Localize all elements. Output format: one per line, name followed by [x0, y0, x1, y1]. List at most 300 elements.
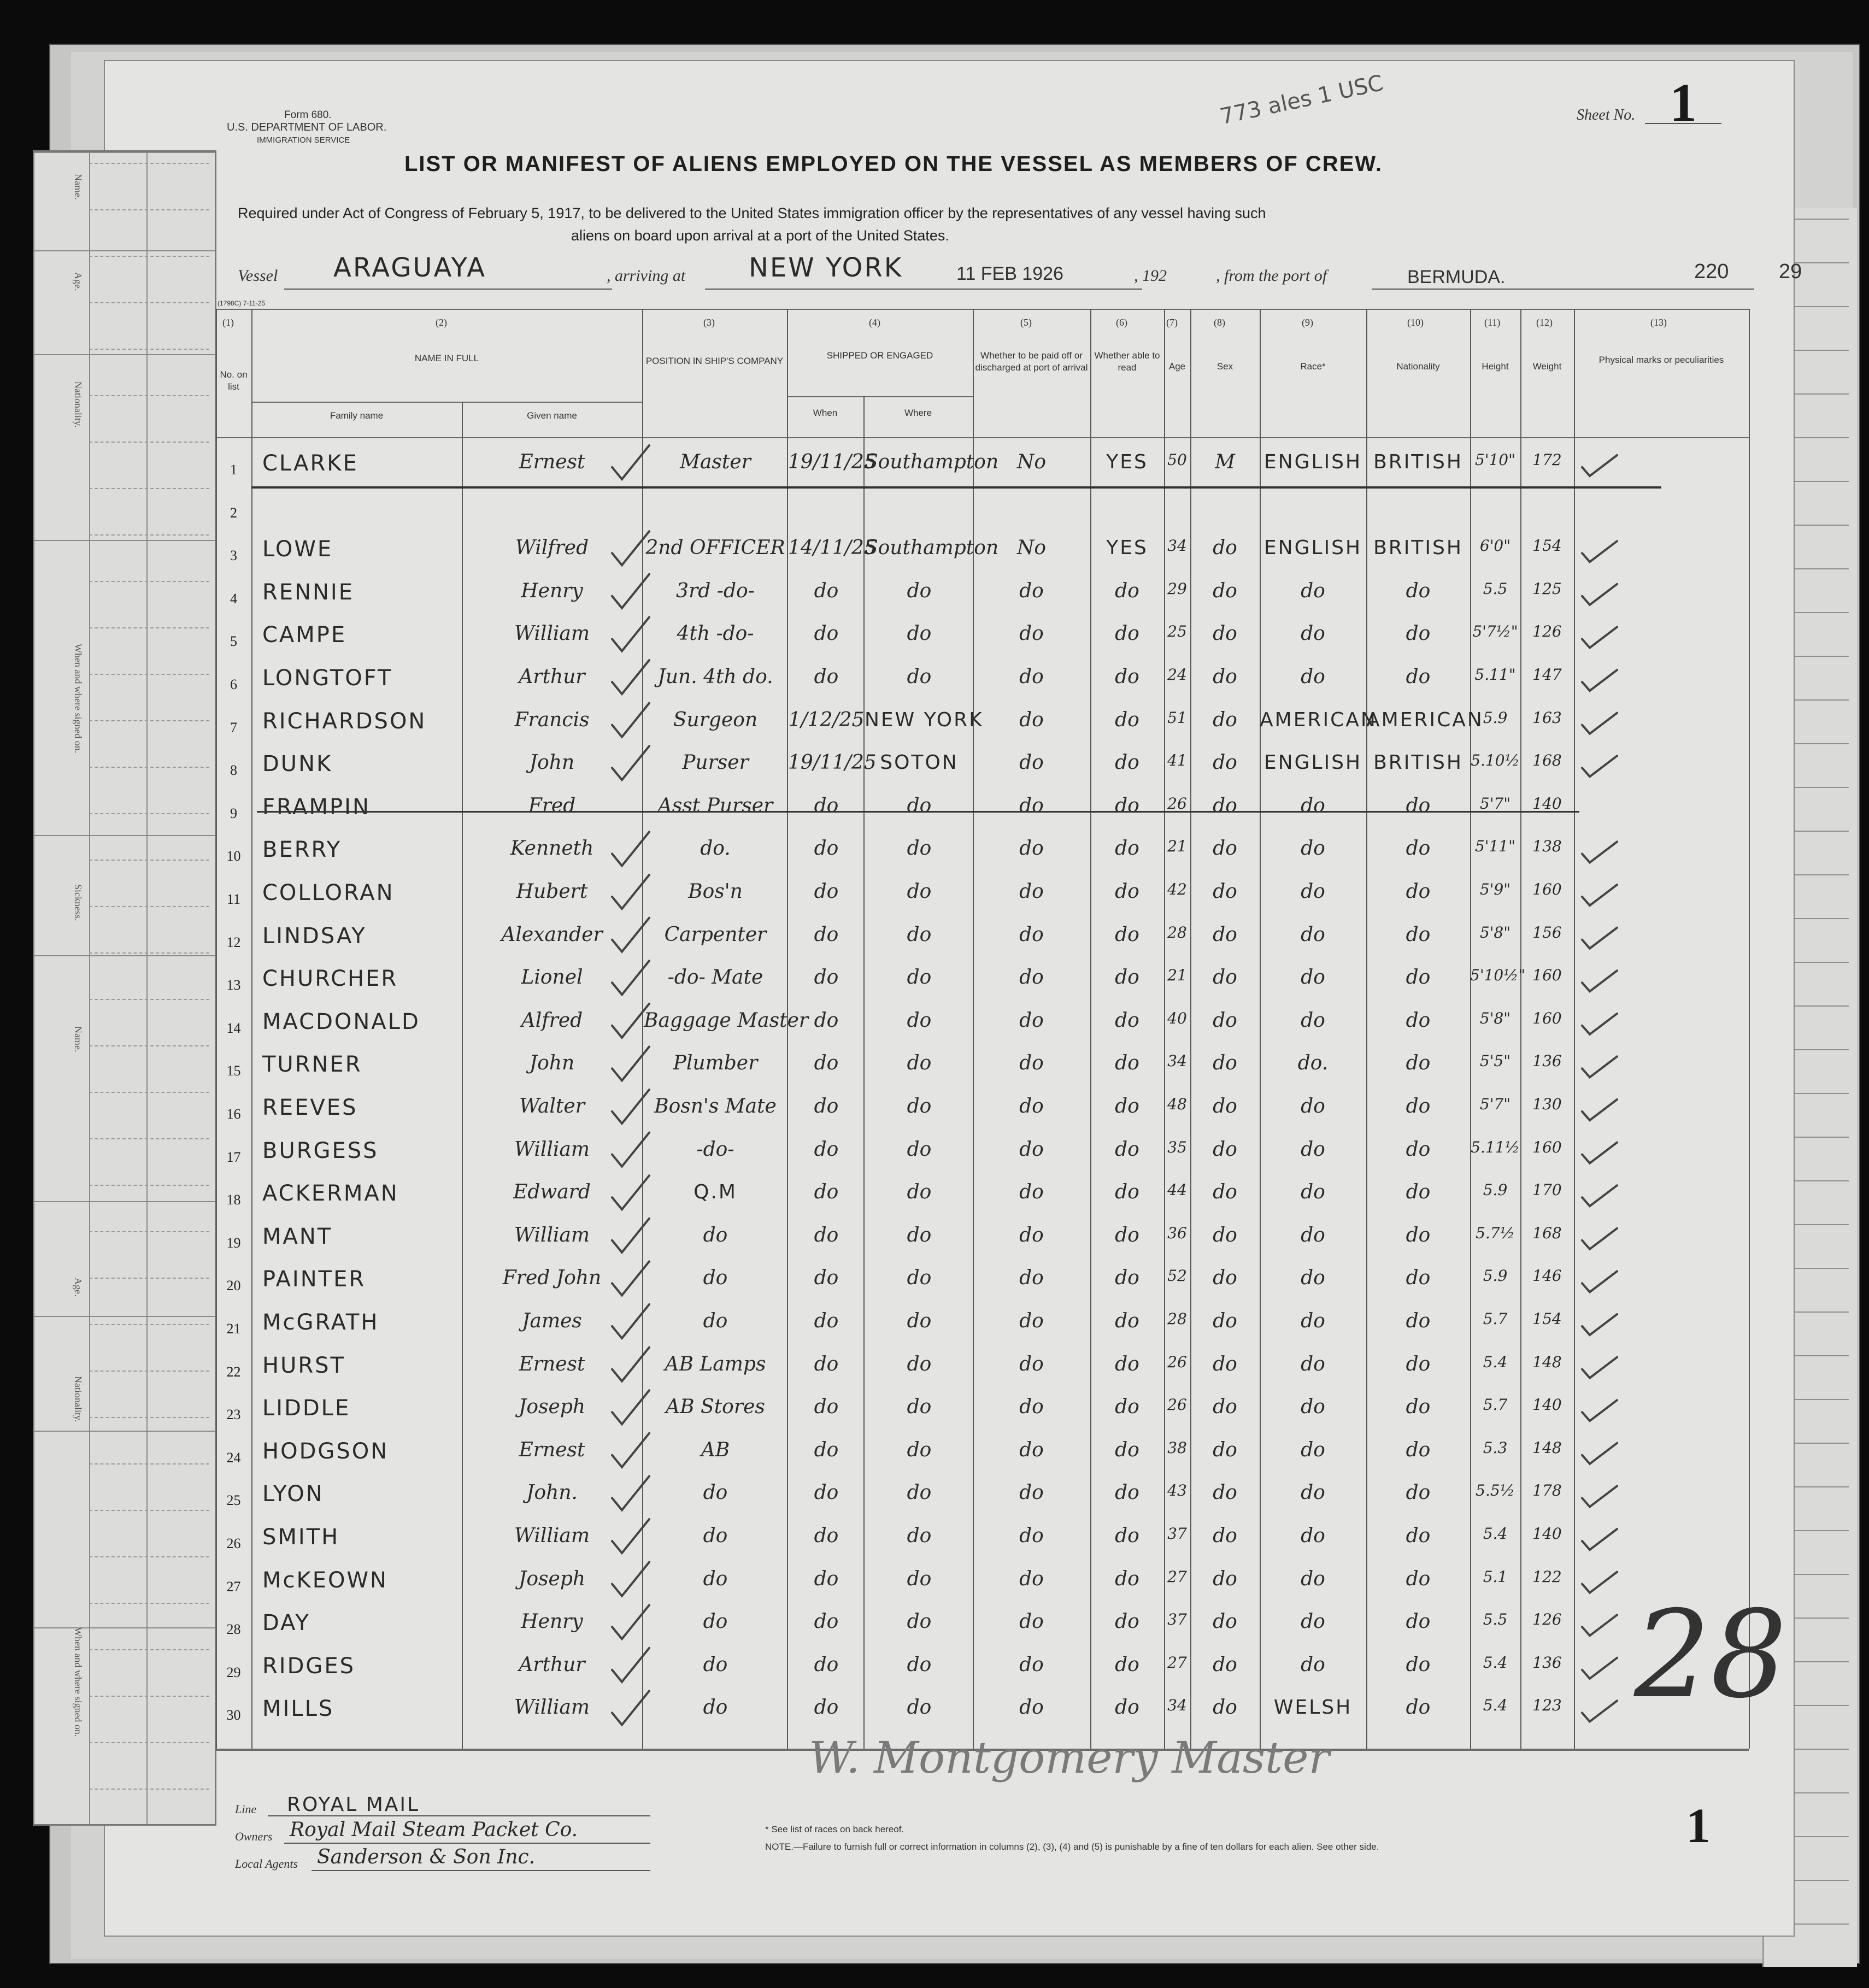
cell-no: 13: [226, 977, 241, 993]
cell-where: do: [907, 1095, 932, 1117]
cell-given: Edward: [513, 1181, 591, 1204]
cell-weight: 168: [1532, 751, 1562, 770]
side-strip-label: Name.: [73, 174, 84, 200]
cell-nationality: do: [1406, 837, 1431, 860]
cell-where: do: [907, 923, 932, 946]
check-mark: [1582, 1529, 1617, 1550]
cell-age: 21: [1167, 837, 1187, 856]
cell-nationality: AMERICAN: [1366, 708, 1484, 731]
cell-no: 9: [230, 805, 237, 821]
column-number: (4): [869, 317, 880, 328]
cell-race: do: [1301, 1009, 1325, 1032]
cell-given: William: [514, 1696, 590, 1719]
cell-read: do: [1115, 1438, 1139, 1461]
cell-where: do: [907, 1653, 932, 1676]
check-mark: [612, 1004, 649, 1038]
cell-height: 5'5": [1479, 1052, 1511, 1071]
cell-position: Baggage Master: [644, 1009, 809, 1032]
cell-read: do: [1115, 1525, 1139, 1547]
cell-race: do: [1301, 1396, 1325, 1419]
cell-paid: do: [1019, 1481, 1044, 1504]
cell-position: Q.M: [693, 1181, 737, 1204]
column-header: Height: [1482, 361, 1509, 372]
cell-no: 14: [226, 1020, 241, 1036]
cell-given: Alexander: [501, 923, 603, 946]
cell-sex: do: [1213, 1181, 1237, 1204]
cell-weight: 138: [1532, 837, 1562, 856]
cell-position: do: [703, 1481, 728, 1504]
cell-sex: do: [1213, 923, 1237, 946]
cell-weight: 122: [1532, 1567, 1562, 1586]
cell-age: 26: [1167, 1396, 1187, 1414]
cell-read: do: [1115, 966, 1139, 989]
arriving-label: , arriving at: [607, 267, 686, 285]
check-mark: [612, 703, 649, 737]
cell-height: 5.9: [1483, 708, 1508, 727]
cell-family: LOWE: [262, 537, 333, 562]
cell-paid: do: [1019, 966, 1044, 989]
cell-weight: 178: [1532, 1481, 1562, 1500]
check-mark: [612, 445, 649, 479]
cell-given: Wilfred: [515, 537, 589, 560]
cell-race: do: [1301, 579, 1325, 602]
cell-family: LONGTOFT: [262, 666, 393, 691]
cell-family: DAY: [262, 1610, 310, 1636]
cell-family: BERRY: [262, 837, 342, 863]
cell-race: ENGLISH: [1263, 751, 1362, 774]
cell-sex: do: [1213, 579, 1237, 602]
cell-family: McGRATH: [262, 1310, 379, 1335]
check-mark: [1582, 1357, 1617, 1378]
cell-sex: do: [1213, 1095, 1237, 1117]
check-mark: [612, 1090, 649, 1124]
cell-position: do: [703, 1525, 728, 1547]
print-code: (1798C) 7-11-25: [218, 299, 266, 307]
check-mark: [612, 1691, 649, 1725]
cell-position: AB Stores: [666, 1396, 765, 1419]
cell-no: 7: [230, 719, 237, 736]
check-mark: [1582, 971, 1617, 991]
cell-read: do: [1115, 1610, 1139, 1633]
cell-read: do: [1115, 1095, 1139, 1117]
cell-sex: do: [1213, 622, 1237, 645]
cell-when: do: [814, 1095, 839, 1117]
cell-paid: do: [1019, 923, 1044, 946]
column-number: (5): [1020, 317, 1032, 328]
cell-no: 21: [226, 1321, 241, 1337]
cell-family: CHURCHER: [262, 966, 398, 992]
cell-nationality: do: [1406, 880, 1431, 903]
cell-given: Ernest: [519, 451, 585, 473]
cell-race: do: [1301, 1438, 1325, 1461]
cell-position: 4th -do-: [677, 622, 754, 645]
cell-age: 36: [1167, 1224, 1187, 1242]
cell-paid: do: [1019, 1696, 1044, 1719]
check-mark: [1582, 842, 1617, 862]
cell-no: 12: [226, 934, 241, 950]
cell-given: Lionel: [521, 966, 583, 989]
cell-nationality: do: [1406, 1009, 1431, 1032]
cell-no: 23: [226, 1407, 241, 1423]
cell-height: 5'7": [1479, 1095, 1511, 1113]
check-mark: [612, 1046, 649, 1080]
cell-read: do: [1115, 708, 1139, 731]
check-mark: [612, 1175, 649, 1209]
cell-sex: M: [1215, 451, 1235, 473]
cell-height: 5.11": [1474, 666, 1516, 684]
cell-weight: 146: [1532, 1267, 1562, 1285]
cell-age: 35: [1167, 1138, 1187, 1156]
check-mark: [612, 1261, 649, 1295]
cell-family: LINDSAY: [262, 923, 367, 949]
cell-read: do: [1115, 1009, 1139, 1032]
from-port-label: , from the port of: [1216, 267, 1327, 285]
side-strip-label: Nationality.: [73, 1376, 84, 1422]
column-header: When: [813, 408, 838, 418]
cell-no: 19: [226, 1234, 241, 1251]
cell-where: do: [907, 1396, 932, 1419]
cell-sex: do: [1213, 666, 1237, 688]
column-header: SHIPPED OR ENGAGED: [826, 350, 933, 361]
cell-no: 10: [226, 848, 241, 864]
cell-family: CLARKE: [262, 451, 358, 476]
cell-given: Arthur: [519, 1653, 585, 1676]
cell-sex: do: [1213, 1396, 1237, 1419]
cell-height: 5'9": [1479, 880, 1511, 898]
cell-weight: 160: [1532, 880, 1562, 898]
check-mark: [612, 1648, 649, 1682]
cell-race: do: [1301, 1525, 1325, 1547]
cell-family: COLLORAN: [262, 880, 395, 905]
cell-race: do: [1301, 966, 1325, 989]
cell-height: 5.7: [1483, 1396, 1508, 1414]
cell-race: do: [1301, 1567, 1325, 1590]
cell-sex: do: [1213, 1567, 1237, 1590]
total-tally: 28: [1634, 1585, 1787, 1725]
cell-given: William: [514, 1224, 590, 1246]
cell-no: 11: [226, 891, 241, 907]
form-number: Form 680.: [284, 109, 332, 121]
vessel-label: Vessel: [238, 267, 278, 285]
cell-when: do: [814, 794, 839, 817]
column-number: (2): [436, 317, 447, 328]
agents-value: Sanderson & Son Inc.: [317, 1846, 536, 1868]
cell-paid: do: [1019, 1052, 1044, 1075]
cell-paid: do: [1019, 1525, 1044, 1547]
cell-height: 5.11½: [1471, 1138, 1520, 1156]
cell-position: do: [703, 1696, 728, 1719]
cell-given: Hubert: [516, 880, 588, 903]
side-strip-label: Name.: [73, 1026, 84, 1052]
cell-where: do: [907, 1181, 932, 1204]
check-mark: [1582, 1658, 1617, 1679]
cell-position: do: [703, 1610, 728, 1633]
cell-family: ACKERMAN: [262, 1181, 399, 1207]
cell-given: Kenneth: [510, 837, 594, 860]
cell-race: ENGLISH: [1263, 451, 1362, 473]
cell-weight: 160: [1532, 1009, 1562, 1027]
check-mark: [1582, 1185, 1617, 1206]
cell-position: do: [703, 1224, 728, 1246]
cell-weight: 123: [1532, 1696, 1562, 1715]
cell-read: do: [1115, 622, 1139, 645]
column-number: (9): [1302, 317, 1313, 328]
cell-race: do: [1301, 1610, 1325, 1633]
cell-age: 29: [1167, 579, 1187, 598]
cell-family: McKEOWN: [262, 1567, 388, 1593]
column-header: Given name: [527, 410, 577, 421]
cell-height: 5.4: [1483, 1653, 1508, 1672]
cell-age: 50: [1167, 451, 1187, 469]
cell-nationality: do: [1406, 1438, 1431, 1461]
column-number: (10): [1407, 317, 1424, 328]
cell-paid: do: [1019, 1567, 1044, 1590]
check-mark: [1582, 1572, 1617, 1593]
cell-given: Joseph: [518, 1396, 586, 1419]
cell-paid: do: [1019, 622, 1044, 645]
cell-where: do: [907, 1696, 932, 1719]
cell-where: do: [907, 837, 932, 860]
cell-where: do: [907, 1052, 932, 1075]
cell-height: 5.9: [1483, 1181, 1508, 1199]
cell-position: do: [703, 1267, 728, 1290]
cell-nationality: do: [1406, 1052, 1431, 1075]
cell-age: 40: [1167, 1009, 1187, 1027]
from-port: BERMUDA.: [1407, 267, 1506, 287]
cell-paid: No: [1016, 537, 1047, 560]
cell-when: do: [814, 1396, 839, 1419]
cell-given: William: [514, 1525, 590, 1547]
cell-nationality: do: [1406, 1181, 1431, 1204]
penalty-note: NOTE.—Failure to furnish full or correct information in columns (2), (3), (4) and (5) is punishable by a fine of ten dollars for each alien. See other side.: [765, 1842, 1379, 1852]
cell-weight: 154: [1532, 1310, 1562, 1328]
cell-sex: do: [1213, 1138, 1237, 1161]
cell-nationality: do: [1406, 1567, 1431, 1590]
column-number: (6): [1116, 317, 1127, 328]
cell-race: do: [1301, 1310, 1325, 1332]
cell-where: do: [907, 579, 932, 602]
cell-read: do: [1115, 1181, 1139, 1204]
cell-no: 30: [226, 1707, 241, 1724]
cell-weight: 125: [1532, 579, 1562, 598]
cell-nationality: do: [1406, 1267, 1431, 1290]
cell-read: do: [1115, 1052, 1139, 1075]
cell-no: 8: [230, 762, 237, 779]
check-mark: [1582, 1271, 1617, 1292]
cell-nationality: do: [1406, 923, 1431, 946]
cell-sex: do: [1213, 1310, 1237, 1332]
cell-given: Henry: [521, 1610, 583, 1633]
cell-height: 5'8": [1479, 1009, 1511, 1027]
cell-sex: do: [1213, 708, 1237, 731]
cell-position: AB Lamps: [665, 1352, 766, 1375]
cell-race: do: [1301, 1267, 1325, 1290]
line-value: ROYAL MAIL: [287, 1793, 420, 1816]
cell-height: 5.4: [1483, 1525, 1508, 1543]
check-mark: [1582, 1014, 1617, 1034]
cell-where: do: [907, 1138, 932, 1161]
cell-position: do: [703, 1653, 728, 1676]
cell-position: AB: [701, 1438, 730, 1461]
check-mark: [612, 1476, 649, 1510]
cell-weight: 172: [1532, 451, 1562, 469]
agents-label: Local Agents: [235, 1857, 298, 1871]
cell-weight: 154: [1532, 537, 1562, 555]
cell-family: RENNIE: [262, 579, 354, 605]
column-header: Where: [904, 408, 932, 418]
cell-race: do: [1301, 1352, 1325, 1375]
cell-paid: do: [1019, 1653, 1044, 1676]
cell-weight: 148: [1532, 1438, 1562, 1457]
cell-sex: do: [1213, 1009, 1237, 1032]
cell-family: MACDONALD: [262, 1009, 420, 1034]
cell-age: 37: [1167, 1610, 1187, 1629]
cell-sex: do: [1213, 751, 1237, 774]
cell-where: do: [907, 1224, 932, 1246]
cell-nationality: BRITISH: [1373, 451, 1463, 473]
cell-read: do: [1115, 923, 1139, 946]
cell-read: do: [1115, 579, 1139, 602]
cell-family: HODGSON: [262, 1438, 389, 1464]
line-label: Line: [235, 1802, 257, 1816]
cell-height: 5.1: [1483, 1567, 1508, 1586]
cell-weight: 136: [1532, 1653, 1562, 1672]
cell-given: John: [529, 1052, 575, 1075]
check-mark: [612, 1519, 649, 1553]
check-mark: [1582, 713, 1617, 734]
cell-weight: 140: [1532, 1396, 1562, 1414]
cell-read: do: [1115, 751, 1139, 774]
cell-weight: 148: [1532, 1352, 1562, 1371]
cell-race: do: [1301, 1224, 1325, 1246]
check-mark: [612, 961, 649, 995]
cell-no: 17: [226, 1149, 241, 1165]
cell-nationality: do: [1406, 1696, 1431, 1719]
cell-age: 26: [1167, 794, 1187, 813]
cell-paid: do: [1019, 751, 1044, 774]
cell-read: do: [1115, 880, 1139, 903]
cell-where: Southampton: [865, 451, 999, 473]
cell-read: do: [1115, 1396, 1139, 1419]
cell-sex: do: [1213, 1352, 1237, 1375]
cell-no: 5: [230, 633, 237, 650]
cell-paid: do: [1019, 880, 1044, 903]
cell-race: AMERICAN: [1260, 708, 1377, 731]
cell-position: Surgeon: [673, 708, 758, 731]
cell-when: do: [814, 1138, 839, 1161]
cell-position: do: [703, 1567, 728, 1590]
cell-read: do: [1115, 1352, 1139, 1375]
cell-height: 5.5½: [1476, 1481, 1515, 1500]
cell-height: 5.5: [1483, 1610, 1508, 1629]
cell-weight: 163: [1532, 708, 1562, 727]
cell-when: do: [814, 1352, 839, 1375]
cell-paid: do: [1019, 1095, 1044, 1117]
check-mark: [1582, 670, 1617, 691]
sheet-label: Sheet No.: [1577, 107, 1636, 123]
check-mark: [1582, 627, 1617, 648]
cell-paid: do: [1019, 708, 1044, 731]
cell-where: Southampton: [865, 537, 999, 560]
cell-no: 24: [226, 1449, 241, 1466]
cell-nationality: do: [1406, 666, 1431, 688]
column-number: (11): [1484, 317, 1501, 328]
cell-when: do: [814, 622, 839, 645]
check-mark: [612, 832, 649, 866]
cell-family: CAMPE: [262, 622, 347, 648]
cell-paid: do: [1019, 1310, 1044, 1332]
column-header: Age: [1168, 361, 1186, 372]
check-mark: [612, 574, 649, 608]
cell-where: do: [907, 1438, 932, 1461]
cell-nationality: do: [1406, 1481, 1431, 1504]
cell-when: do: [814, 1181, 839, 1204]
column-number: (8): [1214, 317, 1225, 328]
form-subtitle-line-2: aliens on board upon arrival at a port of the United States.: [571, 227, 949, 244]
cell-nationality: BRITISH: [1373, 751, 1463, 774]
cell-age: 27: [1167, 1653, 1187, 1672]
column-number: (3): [703, 317, 715, 328]
column-header: Family name: [330, 410, 384, 421]
check-mark: [1582, 885, 1617, 905]
column-header: Physical marks or peculiarities: [1598, 355, 1724, 365]
cell-given: Fred: [528, 794, 576, 817]
cell-where: do: [907, 666, 932, 688]
check-mark: [612, 918, 649, 952]
column-header: Race*: [1300, 361, 1326, 372]
check-mark: [612, 531, 649, 565]
owners-label: Owners: [235, 1830, 273, 1843]
cell-age: 27: [1167, 1567, 1187, 1586]
cell-read: do: [1115, 1653, 1139, 1676]
check-mark: [612, 1390, 649, 1424]
cell-when: do: [814, 666, 839, 688]
cell-sex: do: [1213, 1481, 1237, 1504]
cell-given: Ernest: [519, 1438, 585, 1461]
cell-sex: do: [1213, 1267, 1237, 1290]
cell-position: do.: [700, 837, 731, 860]
side-strip-label: When and where signed on.: [73, 1627, 84, 1737]
cell-sex: do: [1213, 1525, 1237, 1547]
column-header: Sex: [1216, 361, 1233, 372]
column-header: No. on list: [220, 369, 248, 392]
cell-when: do: [814, 1696, 839, 1719]
cell-race: do: [1301, 880, 1325, 903]
cell-nationality: do: [1406, 1095, 1431, 1117]
cell-where: do: [907, 1267, 932, 1290]
date-stamp: 11 FEB 1926: [956, 263, 1063, 284]
cell-given: William: [514, 1138, 590, 1161]
column-number: (13): [1650, 317, 1667, 328]
cell-nationality: do: [1406, 1352, 1431, 1375]
cell-given: Henry: [521, 579, 583, 602]
cell-position: Jun. 4th do.: [657, 666, 773, 688]
sheet-number: 1: [1670, 72, 1697, 133]
cell-height: 5.4: [1483, 1352, 1508, 1371]
check-mark: [612, 617, 649, 651]
cell-family: TURNER: [262, 1052, 362, 1078]
cell-age: 37: [1167, 1525, 1187, 1543]
cell-paid: do: [1019, 1009, 1044, 1032]
cell-position: Carpenter: [664, 923, 767, 946]
cell-age: 34: [1167, 1696, 1187, 1715]
cell-nationality: do: [1406, 1525, 1431, 1547]
cell-sex: do: [1213, 966, 1237, 989]
check-mark: [1582, 1228, 1617, 1249]
cell-race: do: [1301, 923, 1325, 946]
cell-age: 24: [1167, 666, 1187, 684]
owners-value: Royal Mail Steam Packet Co.: [290, 1819, 578, 1841]
